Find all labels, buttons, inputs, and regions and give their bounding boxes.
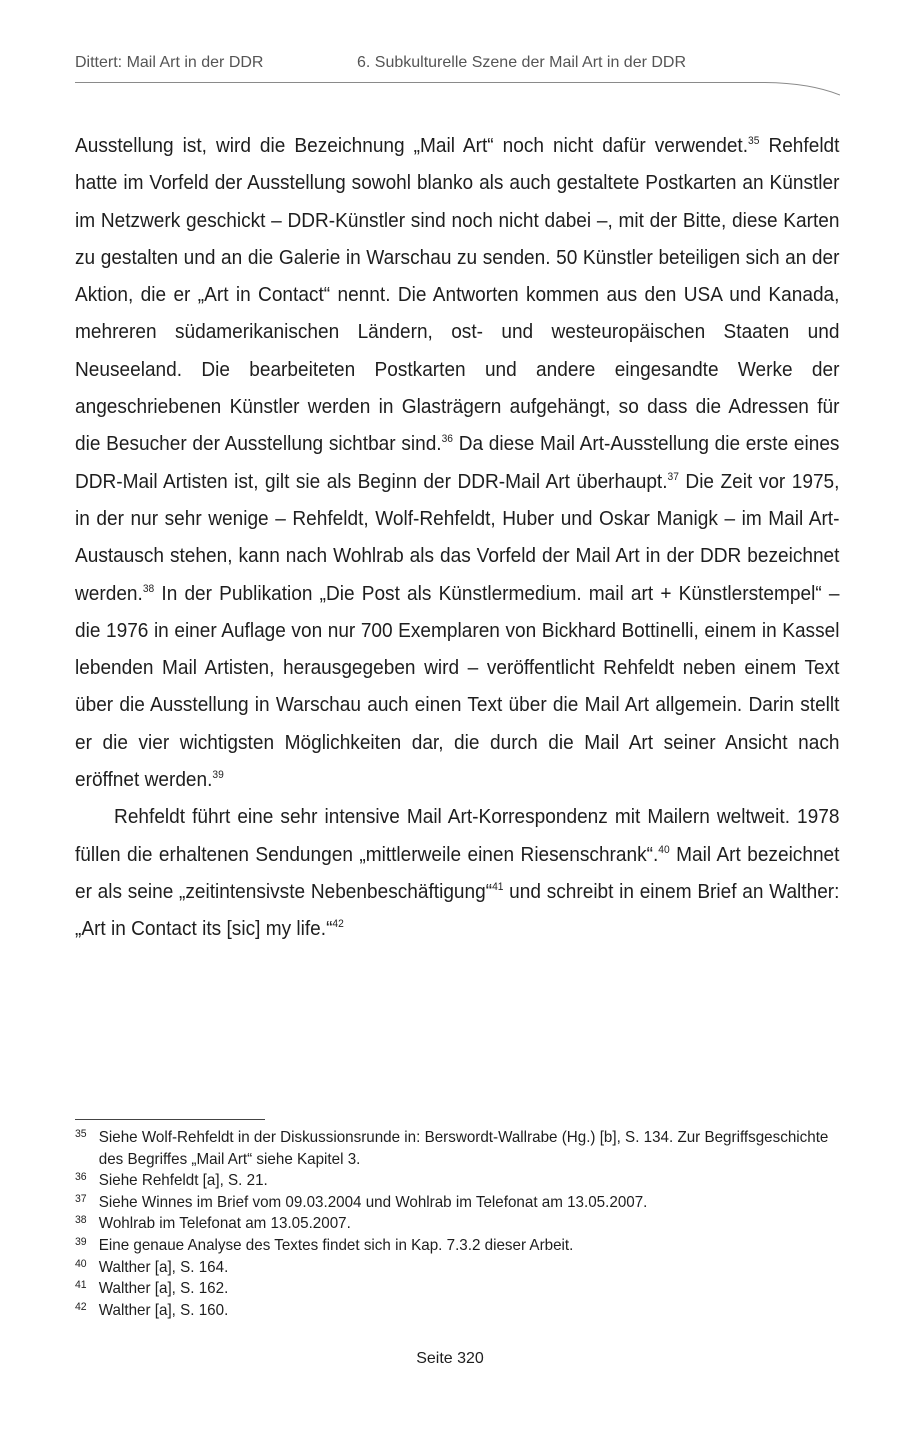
paragraph: Ausstellung ist, wird die Bezeichnung „Mail Art“ noch nicht dafür verwendet.$^{35}$ Rehfeldt hatte im Vorfeld der Ausstellung sowohl blanko als auch gestaltete Postkarten an Künstler im Netzwerk geschickt – DDR-Künstler sind noch nicht dabei –, mit der Bitte, diese Karten zu gestalten und an die Galerie in Warschau zu senden. 50 Künstler beteiligen sich an der Aktion, die er „Art in Contact“ nennt. Die Antworten kommen aus den USA und Kanada, mehreren südamerikanischen Ländern, ost- und westeuropäischen Staaten und Neuseeland. Die bearbeiteten Postkarten und andere eingesandte Werke der angeschriebenen Künstler werden in Glasträgern aufgehängt, so dass die Adressen für die Besucher der Ausstellung sichtbar sind.$^{36}$ Da diese Mail Art-Ausstellung die erste eines DDR-Mail Artisten ist, gilt sie als Beginn der DDR-Mail Art überhaupt.$^{37}$ Die Zeit vor 1975, in der nur sehr wenige – Rehfeldt, Wolf-Rehfeldt, Huber und Oskar Manigk – im Mail Art-Austausch stehen, kann nach Wohlrab als das Vorfeld der Mail Art in der DDR bezeichnet werden.$^{38}$ In der Publikation „Die Post als Künstlermedium. mail art + Künstlerstempel“ – die 1976 in einer Auflage von nur 700 Exemplaren von Bickhard Bottinelli, einem in Kassel lebenden Mail Artisten, herausgegeben wird – veröffentlicht Rehfeldt neben einem Text über die Ausstellung in Warschau auch einen Text über die Mail Art allgemein. Darin stellt er die vier wichtigsten Möglichkeiten dar, die durch die Mail Art seiner Ansicht nach eröffnet werden.$^{39}$ <box>75 134 840 792</box>
footnote <box>75 1278 835 1300</box>
footnote-text: Eine genaue Analyse des Textes findet sich in Kap. 7.3.2 dieser Arbeit. <box>98 1236 574 1254</box>
footnote-number: 37 <box>75 1192 87 1205</box>
footnotes <box>75 1127 835 1321</box>
footnote <box>75 1213 835 1235</box>
footnote-text: Walther [a], S. 162. <box>98 1280 229 1298</box>
footnote-ref[interactable]: 36 <box>441 433 454 446</box>
footnote <box>75 1170 835 1192</box>
header-chapter-title: 6. Subkulturelle Szene der Mail Art in der DDR <box>357 54 687 71</box>
footnote-text: Walther [a], S. 164. <box>98 1258 229 1276</box>
footnote <box>75 1192 835 1214</box>
footnote-ref[interactable]: 37 <box>667 470 679 483</box>
running-header <box>75 54 840 80</box>
footnote <box>75 1300 835 1322</box>
footnote-number: 39 <box>75 1235 87 1248</box>
footnote-text: Siehe Winnes im Brief vom 09.03.2004 und Wohlrab im Telefonat am 13.05.2007. <box>98 1193 648 1211</box>
footnote <box>75 1127 835 1170</box>
footnote <box>75 1235 835 1257</box>
footnote-number: 35 <box>75 1128 87 1140</box>
paragraph: Rehfeldt führt eine sehr intensive Mail Art-Korrespondenz mit Mailern weltweit. 1978 füllen die erhaltenen Sendungen „mittlerweile einen Riesenschrank“.$^{40}$ Mail Art bezeichnet er als seine „zeitintensivste Nebenbeschäftigung“$^{41}$ und schreibt in einem Brief an Walther: „Art in Contact its [sic] my life.“$^{42}$ <box>75 805 840 941</box>
footnote-number: 38 <box>75 1214 87 1227</box>
footnote-ref[interactable]: 38 <box>142 582 155 595</box>
footnote-text: Siehe Rehfeldt [a], S. 21. <box>98 1172 268 1190</box>
header-rule-curve <box>765 82 840 96</box>
footnote-ref[interactable]: 41 <box>492 881 504 894</box>
footnote-ref[interactable]: 35 <box>748 135 760 148</box>
body-text <box>75 127 839 948</box>
footnote-number: 36 <box>75 1171 87 1184</box>
footnote-ref[interactable]: 40 <box>658 843 670 856</box>
page-number: Seite 320 <box>416 1350 484 1367</box>
footnote-ref[interactable]: 42 <box>332 918 344 931</box>
footnote-number: 40 <box>75 1257 87 1270</box>
header-rule <box>75 82 765 83</box>
footnote-text: Wohlrab im Telefonat am 13.05.2007. <box>98 1215 351 1233</box>
footnote-ref[interactable]: 39 <box>212 769 224 782</box>
footnote-number: 41 <box>75 1279 87 1292</box>
footnote-text: Siehe Wolf-Rehfeldt in der Diskussionsrunde in: Berswordt-Wallrabe (Hg.) [b], S. 134. Zur Begriffsgeschichte des Begriffes „Mail Art“ siehe Kapitel 3. <box>98 1129 829 1168</box>
footnote-separator <box>75 1119 265 1120</box>
footnote-number: 42 <box>75 1300 87 1313</box>
footnote <box>75 1257 835 1279</box>
header-author-title: Dittert: Mail Art in der DDR <box>75 54 264 71</box>
footnote-text: Walther [a], S. 160. <box>98 1301 229 1319</box>
